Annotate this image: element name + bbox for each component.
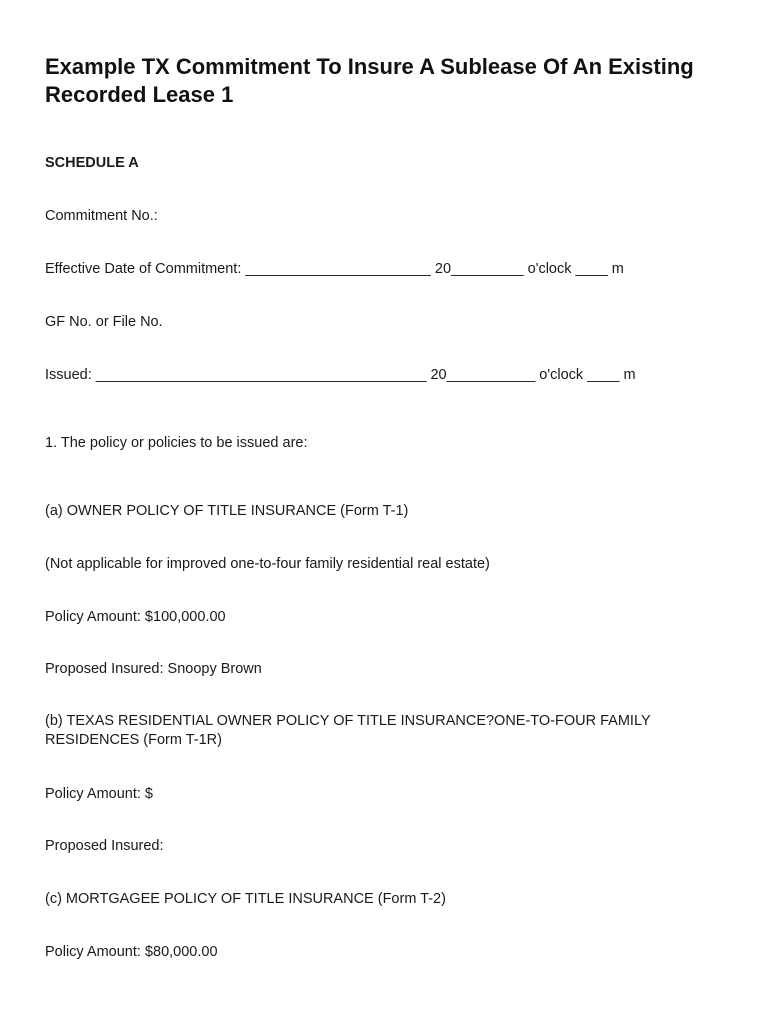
policy-c-amount: Policy Amount: $80,000.00 [45, 944, 218, 960]
policy-b-amount: Policy Amount: $ [45, 786, 153, 802]
document-title: Example TX Commitment To Insure A Sublease Of An Existing Recorded Lease 1 [45, 54, 694, 107]
effective-date-line: Effective Date of Commitment: _______________________ 20_________ o'clock ____ m [45, 261, 624, 277]
issued-line: Issued: _________________________________________ 20___________ o'clock ____ m [45, 367, 636, 383]
policy-a-note: (Not applicable for improved one-to-four family residential real estate) [45, 556, 490, 572]
policy-a-amount: Policy Amount: $100,000.00 [45, 609, 226, 625]
policy-a-heading: (a) OWNER POLICY OF TITLE INSURANCE (Form T-1) [45, 503, 409, 519]
schedule-heading: SCHEDULE A [45, 155, 139, 171]
gf-file-number-label: GF No. or File No. [45, 314, 163, 330]
policy-b-insured: Proposed Insured: [45, 838, 164, 854]
policy-c-heading: (c) MORTGAGEE POLICY OF TITLE INSURANCE (Form T-2) [45, 891, 446, 907]
policy-a-insured: Proposed Insured: Snoopy Brown [45, 661, 262, 677]
policies-intro: 1. The policy or policies to be issued are: [45, 435, 308, 451]
policy-b-heading: (b) TEXAS RESIDENTIAL OWNER POLICY OF TITLE INSURANCE?ONE-TO-FOUR FAMILY RESIDENCES (Form T-1R) [45, 713, 651, 748]
commitment-number-label: Commitment No.: [45, 208, 158, 224]
